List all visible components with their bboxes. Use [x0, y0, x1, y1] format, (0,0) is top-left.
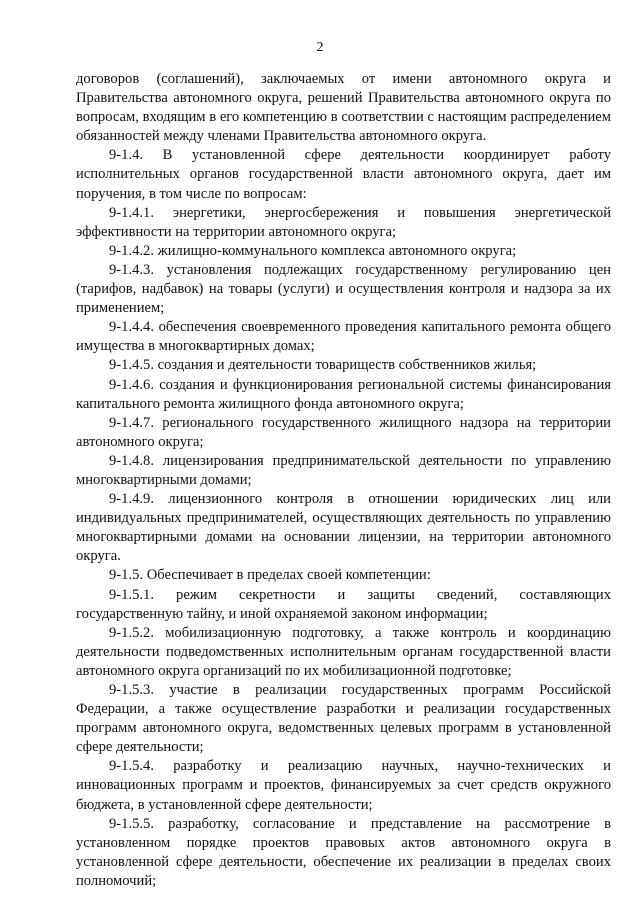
paragraph: договоров (соглашений), заключаемых от имени автономного округа и Правительства автономного округа, решений Правительства автономного округа по вопросам, входящим в его компетенцию в соответствии с настоящим распределением обязанностей между членами Правительства автономного округа. [76, 71, 611, 145]
paragraph: 9-1.4.8. лицензирования предпринимательской деятельности по управлению многоквартирными домами; [76, 452, 611, 488]
paragraph: 9-1.4.4. обеспечения своевременного проведения капитального ремонта общего имущества в многоквартирных домах; [76, 319, 611, 355]
paragraph: 9-1.4. В установленной сфере деятельности координирует работу исполнительных органов государственной власти автономного округа, дает им поручения, в том числе по вопросам: [76, 147, 611, 202]
paragraph: 9-1.4.9. лицензионного контроля в отношении юридических лиц или индивидуальных предпринимателей, осуществляющих деятельность по управлению многоквартирными домами на основании лицензии, на территории автономного округа. [76, 491, 611, 565]
paragraph: 9-1.5.1. режим секретности и защиты сведений, составляющих государственную тайну, и иной охраняемой законом информации; [76, 586, 611, 622]
paragraph: 9-1.4.2. жилищно-коммунального комплекса автономного округа; [109, 242, 517, 259]
paragraph: 9-1.5. Обеспечивает в пределах своей компетенции: [109, 567, 431, 584]
paragraph: 9-1.4.3. установления подлежащих государственному регулированию цен (тарифов, надбавок) на товары (услуги) и осуществления контроля и надзора за их применением; [76, 261, 611, 317]
paragraph: 9-1.4.6. создания и функционирования региональной системы финансирования капитального ремонта жилищного фонда автономного округа; [76, 376, 611, 412]
paragraph: 9-1.5.5. разработку, согласование и представление на рассмотрение в установленном порядке проектов правовых актов автономного округа в установленной сфере деятельности, обеспечение их реализации в пределах своих полномочий; [76, 815, 611, 889]
paragraph: 9-1.4.5. создания и деятельности товариществ собственников жилья; [109, 357, 537, 374]
paragraph: 9-1.4.7. регионального государственного жилищного надзора на территории автономного округа; [76, 414, 611, 450]
paragraph: 9-1.5.2. мобилизационную подготовку, а также контроль и координацию деятельности подведомственных исполнительным органам государственной власти автономного округа организаций по их мобилизационной подготовке; [76, 624, 611, 679]
document-body [76, 70, 611, 891]
paragraph: 9-1.5.3. участие в реализации государственных программ Российской Федерации, а также осуществление разработки и реализации государственных программ автономного округа, ведомственных целевых программ в установленной сфере деятельности; [76, 682, 611, 756]
paragraph: 9-1.5.4. разработку и реализацию научных, научно-технических и инновационных программ и проектов, финансируемых за счет средств окружного бюджета, в установленной сфере деятельности; [76, 758, 611, 813]
paragraph: 9-1.4.1. энергетики, энергосбережения и повышения энергетической эффективности на территории автономного округа; [76, 204, 611, 240]
page-number: 2 [316, 40, 324, 55]
